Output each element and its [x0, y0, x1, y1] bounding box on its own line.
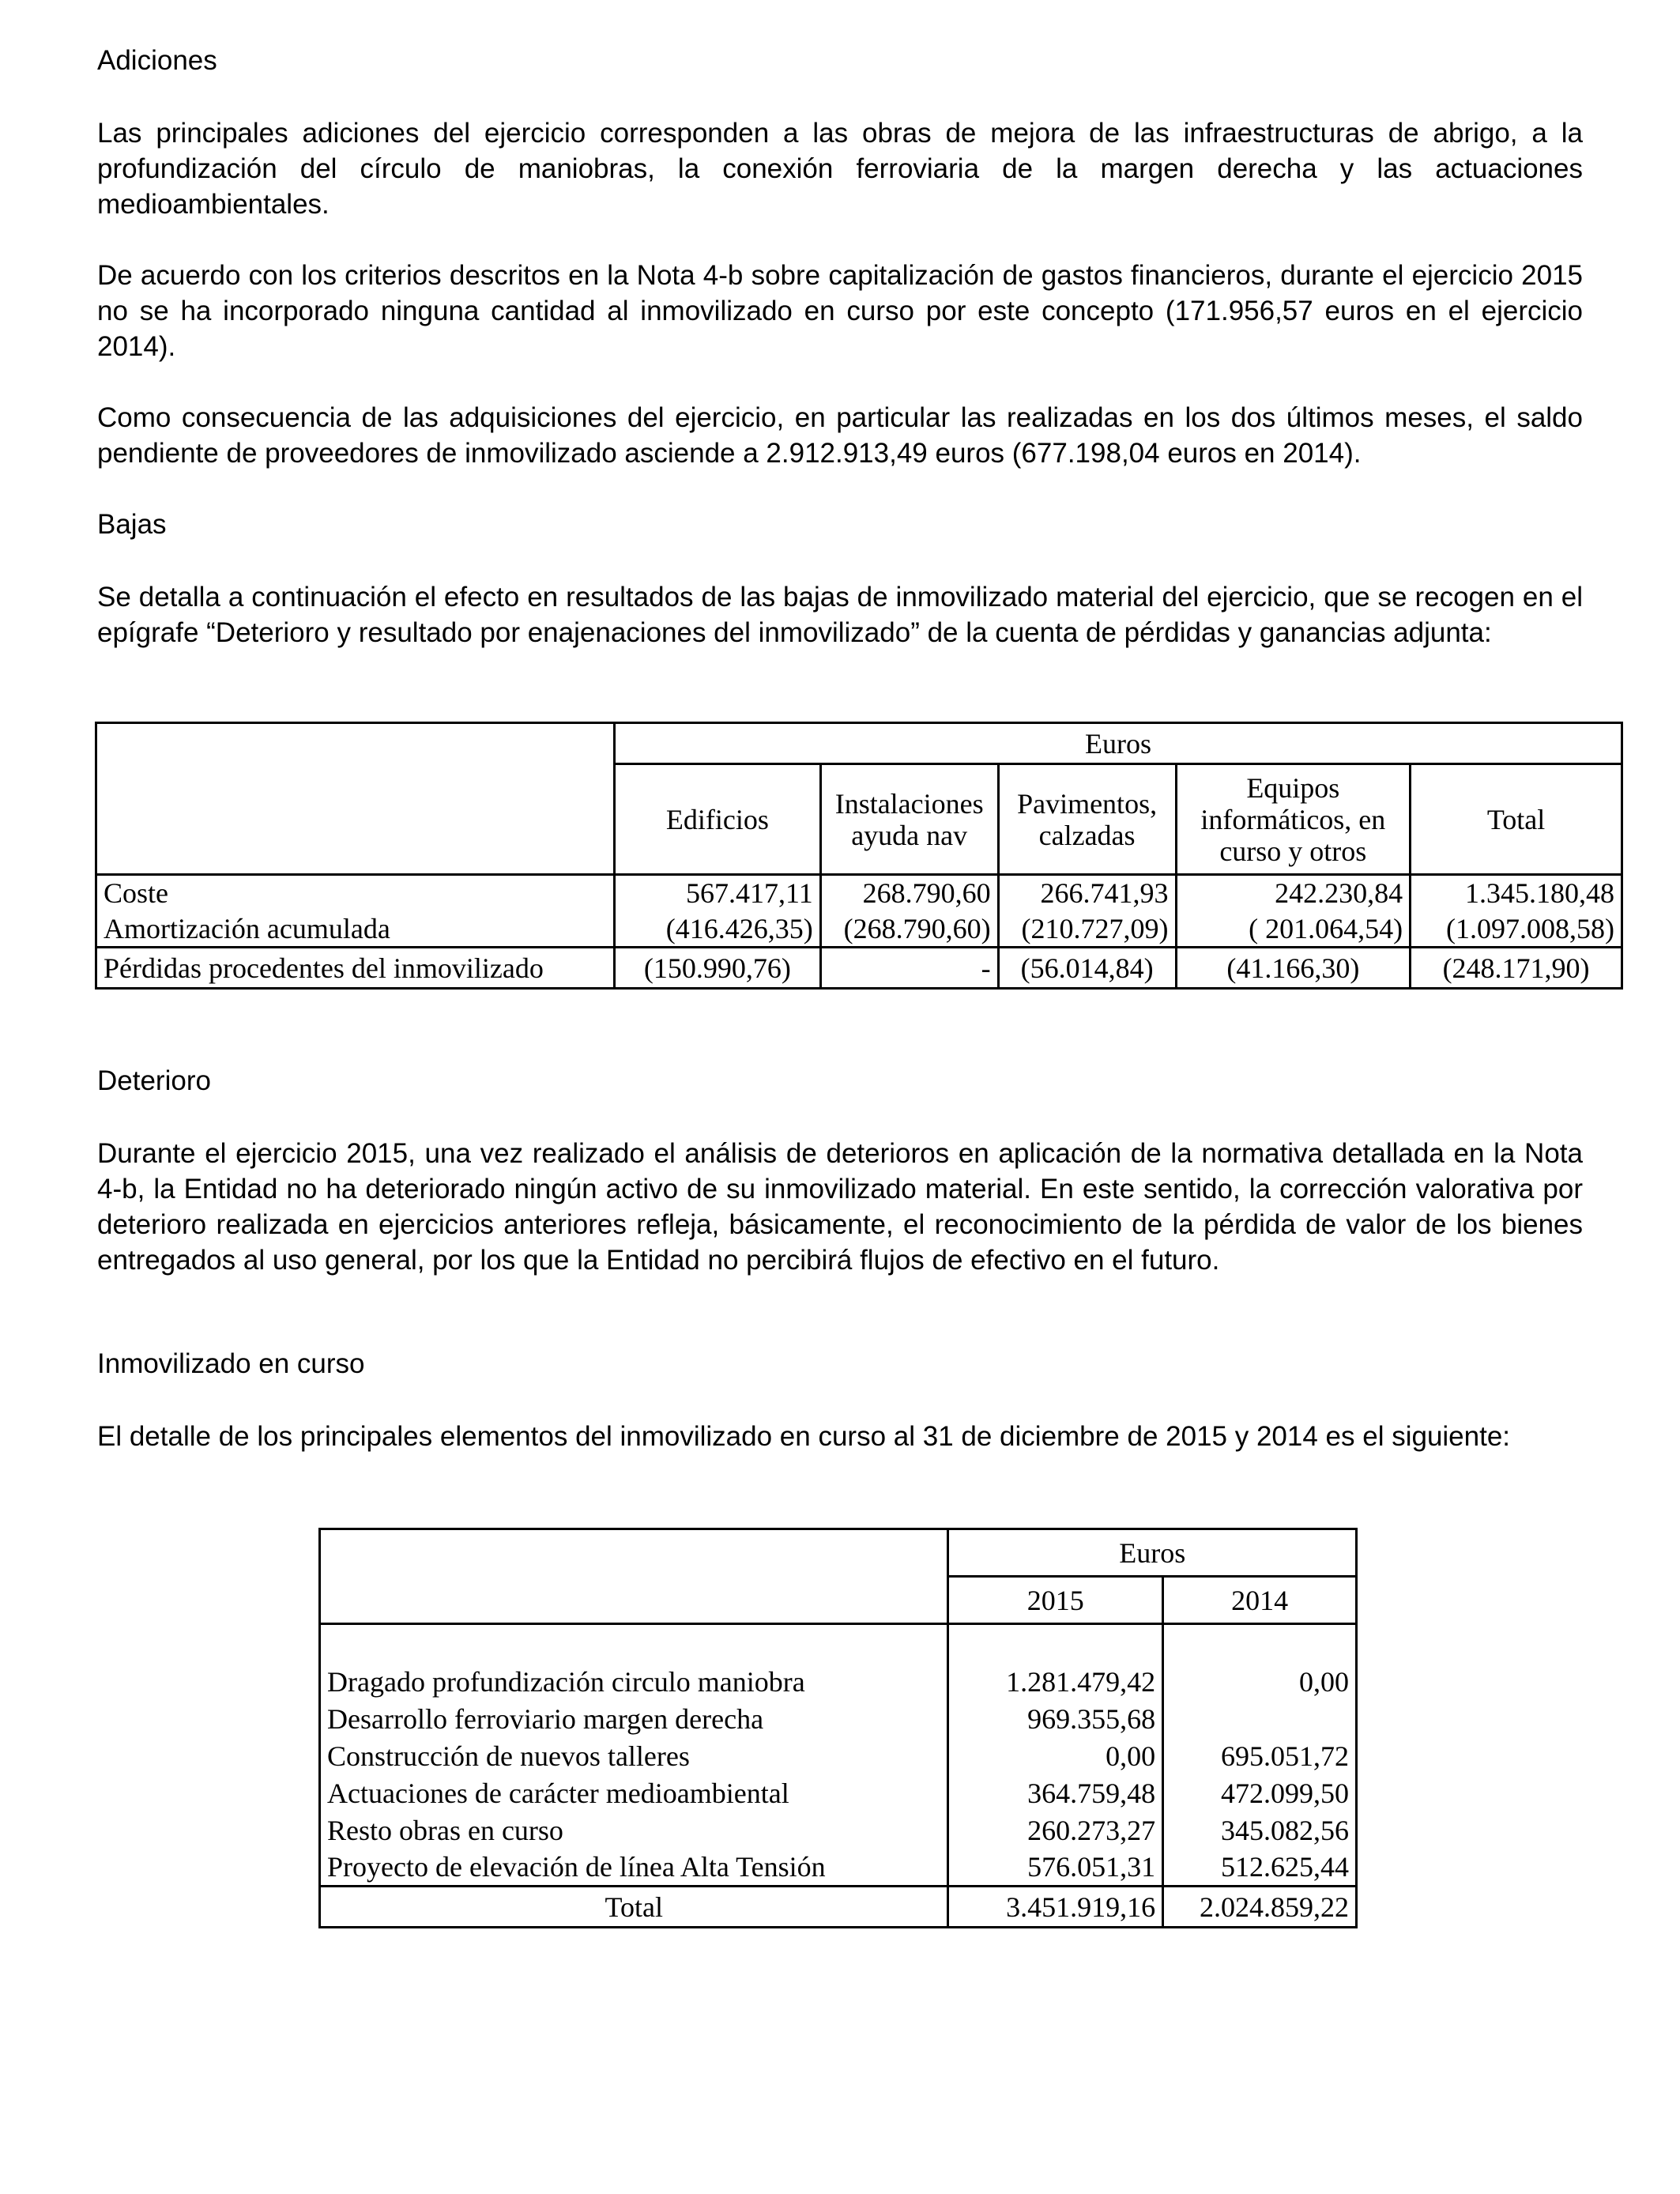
table-cell: (1.097.008,58) — [1411, 911, 1622, 948]
total-2015: 3.451.919,16 — [948, 1887, 1163, 1928]
column-header-2014: 2014 — [1163, 1577, 1357, 1624]
section-heading-deterioro: Deterioro — [97, 1065, 211, 1096]
table-cell: (150.990,76) — [614, 948, 820, 989]
table-cell: 567.417,11 — [614, 875, 820, 911]
section-heading-adiciones: Adiciones — [97, 45, 217, 76]
table-cell: 0,00 — [1163, 1664, 1357, 1701]
row-label: Construcción de nuevos talleres — [320, 1738, 948, 1775]
section-heading-inmovilizado-en-curso: Inmovilizado en curso — [97, 1348, 365, 1379]
inmovilizado-curso-table — [318, 1528, 1358, 1928]
column-header: Total — [1411, 764, 1622, 875]
paragraph-inmovilizado-en-curso-1: El detalle de los principales elementos del inmovilizado en curso al 31 de diciembre de 2015 y 2014 es el siguiente: — [97, 1421, 1511, 1452]
row-label: Dragado profundización circulo maniobra — [320, 1664, 948, 1701]
row-label: Amortización acumulada — [96, 911, 615, 948]
table-cell: 345.082,56 — [1163, 1812, 1357, 1849]
table-row — [320, 1664, 1357, 1701]
table-cell: 266.741,93 — [998, 875, 1176, 911]
table-cell: (416.426,35) — [614, 911, 820, 948]
paragraph-adiciones-2: De acuerdo con los criterios descritos en la Nota 4-b sobre capitalización de gastos financieros, durante el ejercicio 2015 no se ha incorporado ninguna cantidad al inmovilizado en curso por este concepto (171.956,57 euros en el ejercicio 2014). — [97, 260, 1583, 362]
paragraph-deterioro-1: Durante el ejercicio 2015, una vez realizado el análisis de deterioros en aplicación de la normativa detallada en la Nota 4-b, la Entidad no ha deteriorado ningún activo de su inmovilizado material. En este sentido, la corrección valorativa por deterioro realizada en ejercicios anteriores refleja, básicamente, el reconocimiento de la pérdida de valor de los bienes entregados al uso general, por los que la Entidad no percibirá flujos de efectivo en el futuro. — [97, 1138, 1583, 1276]
row-label: Pérdidas procedentes del inmovilizado — [96, 948, 615, 989]
table-cell: 1.281.479,42 — [948, 1664, 1163, 1701]
table-cell: 260.273,27 — [948, 1812, 1163, 1849]
bajas-table — [95, 722, 1623, 990]
row-label: Proyecto de elevación de línea Alta Tensión — [320, 1849, 948, 1887]
table-cell: ( 201.064,54) — [1176, 911, 1411, 948]
column-header: Edificios — [614, 764, 820, 875]
table-cell: (268.790,60) — [820, 911, 998, 948]
section-heading-bajas: Bajas — [97, 509, 167, 540]
paragraph-adiciones-1: Las principales adiciones del ejercicio corresponden a las obras de mejora de las infraestructuras de abrigo, a la profundización del círculo de maniobras, la conexión ferroviaria de la margen derecha y las actuaciones medioambientales. — [97, 118, 1583, 220]
total-label: Total — [320, 1887, 948, 1928]
table-row — [320, 1701, 1357, 1738]
row-label: Desarrollo ferroviario margen derecha — [320, 1701, 948, 1738]
column-header: Pavimentos, calzadas — [998, 764, 1176, 875]
table-row — [320, 1812, 1357, 1849]
total-2014: 2.024.859,22 — [1163, 1887, 1357, 1928]
row-label: Resto obras en curso — [320, 1812, 948, 1849]
table-cell: (41.166,30) — [1176, 948, 1411, 989]
table-cell — [1163, 1701, 1357, 1738]
bajas-table-blank-header — [96, 723, 615, 875]
column-header: Instalaciones ayuda nav — [820, 764, 998, 875]
table-cell: (210.727,09) — [998, 911, 1176, 948]
bajas-table-group-header: Euros — [614, 723, 1622, 764]
curso-table-group-header: Euros — [948, 1529, 1357, 1577]
table-row — [96, 875, 1622, 911]
curso-table-blank-header — [320, 1529, 948, 1624]
table-cell: 695.051,72 — [1163, 1738, 1357, 1775]
table-row — [320, 1738, 1357, 1775]
table-cell: 0,00 — [948, 1738, 1163, 1775]
table-row — [320, 1775, 1357, 1812]
total-row — [320, 1887, 1357, 1928]
table-cell: 969.355,68 — [948, 1701, 1163, 1738]
table-cell: 364.759,48 — [948, 1775, 1163, 1812]
column-header-2015: 2015 — [948, 1577, 1163, 1624]
table-cell: 576.051,31 — [948, 1849, 1163, 1887]
table-cell: (56.014,84) — [998, 948, 1176, 989]
row-label: Actuaciones de carácter medioambiental — [320, 1775, 948, 1812]
paragraph-adiciones-3: Como consecuencia de las adquisiciones del ejercicio, en particular las realizadas en los dos últimos meses, el saldo pendiente de proveedores de inmovilizado asciende a 2.912.913,49 euros (677.198,04 euros en 2014). — [97, 402, 1583, 469]
table-cell: 268.790,60 — [820, 875, 998, 911]
table-cell: (248.171,90) — [1411, 948, 1622, 989]
table-cell: 472.099,50 — [1163, 1775, 1357, 1812]
paragraph-bajas-1: Se detalla a continuación el efecto en resultados de las bajas de inmovilizado material del ejercicio, que se recogen en el epígrafe “Deterioro y resultado por enajenaciones del inmovilizado” de la cuenta de pérdidas y ganancias adjunta: — [97, 582, 1583, 648]
table-cell: 242.230,84 — [1176, 875, 1411, 911]
table-cell: 512.625,44 — [1163, 1849, 1357, 1887]
row-label: Coste — [96, 875, 615, 911]
table-cell: - — [820, 948, 998, 989]
column-header: Equipos informáticos, en curso y otros — [1176, 764, 1411, 875]
table-cell: 1.345.180,48 — [1411, 875, 1622, 911]
table-row — [96, 948, 1622, 989]
table-row — [96, 911, 1622, 948]
table-row — [320, 1849, 1357, 1887]
